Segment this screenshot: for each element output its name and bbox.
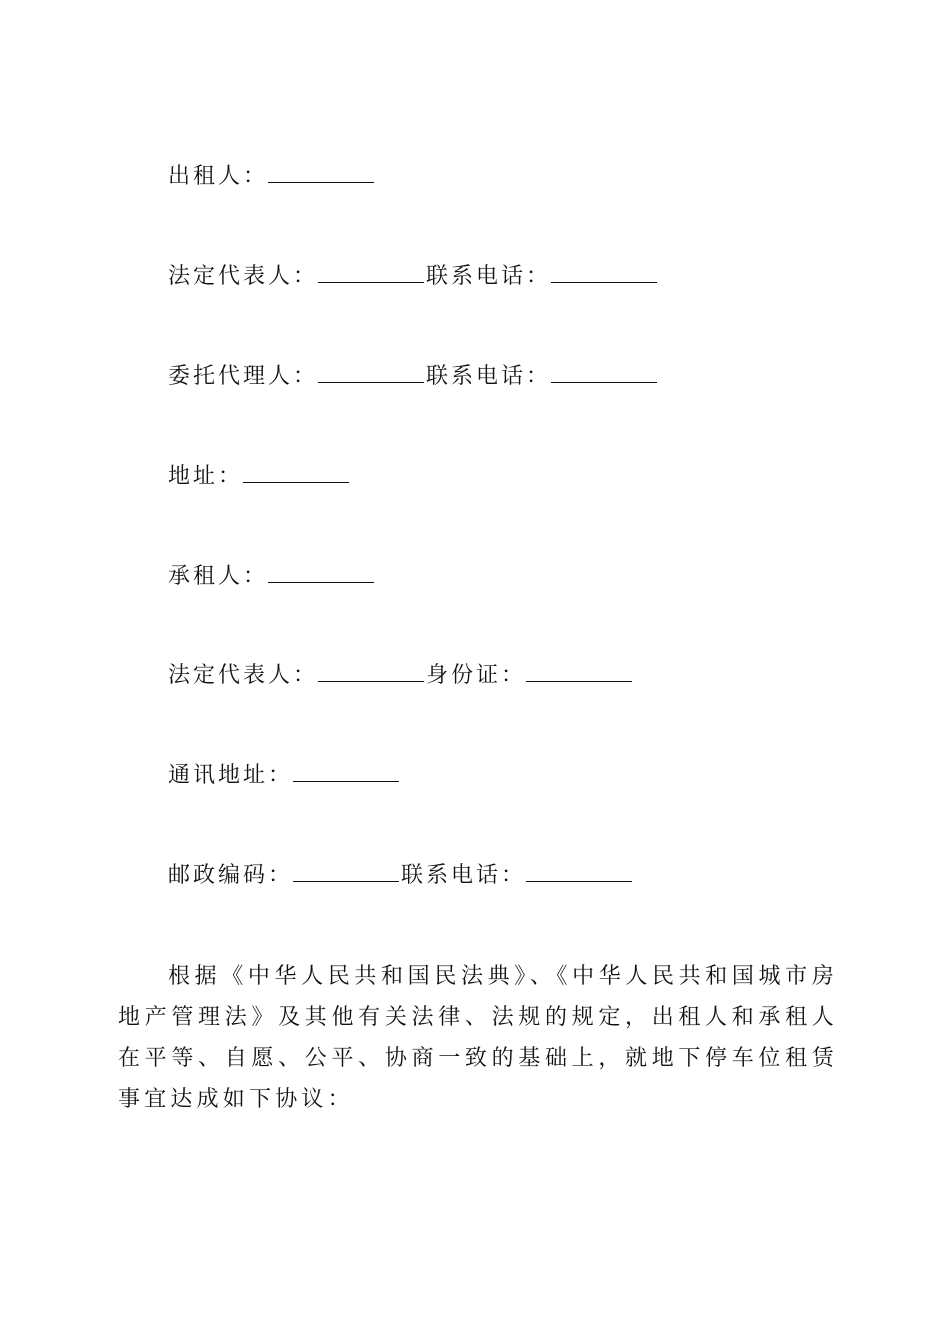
lessor-rep-label: 法定代表人：	[168, 264, 319, 289]
lessor-agent-line	[168, 362, 659, 392]
lessee-line	[168, 562, 376, 592]
lessee-postal-line	[168, 861, 634, 891]
lessee-postal-phone-blank[interactable]	[526, 861, 632, 882]
lessor-agent-label: 委托代理人：	[168, 364, 319, 389]
agreement-intro-paragraph: 根据《中华人民共和国民法典》、《中华人民共和国城市房地产管理法》及其他有关法律、法规的规定，出租人和承租人在平等、自愿、公平、协商一致的基础上，就地下停车位租赁事宜达成如下协议：	[118, 964, 838, 1112]
lessor-address-label: 地址：	[168, 464, 244, 489]
lessor-agent-phone-blank[interactable]	[551, 362, 657, 383]
lessee-postal-blank[interactable]	[293, 861, 399, 882]
lessor-rep-phone-label: 联系电话：	[426, 264, 552, 289]
lessor-agent-phone-label: 联系电话：	[426, 364, 552, 389]
lessor-address-blank[interactable]	[243, 462, 349, 483]
lessee-label: 承租人：	[168, 564, 269, 589]
lessor-line	[168, 162, 376, 192]
lessor-address-line	[168, 462, 351, 492]
lessee-postal-label: 邮政编码：	[168, 863, 294, 888]
lessor-agent-blank[interactable]	[318, 362, 424, 383]
lessor-blank[interactable]	[268, 162, 374, 183]
lessee-postal-phone-label: 联系电话：	[401, 863, 527, 888]
lessee-address-label: 通讯地址：	[168, 763, 294, 788]
lessor-rep-blank[interactable]	[318, 262, 424, 283]
lessee-rep-line	[168, 661, 634, 691]
lessee-address-line	[168, 761, 401, 791]
lessee-rep-id-label: 身份证：	[426, 663, 527, 688]
lessor-label: 出租人：	[168, 164, 269, 189]
lessee-blank[interactable]	[268, 562, 374, 583]
lessee-rep-label: 法定代表人：	[168, 663, 319, 688]
lessee-rep-blank[interactable]	[318, 661, 424, 682]
lessor-rep-line	[168, 262, 659, 292]
lessee-address-blank[interactable]	[293, 761, 399, 782]
lessee-rep-id-blank[interactable]	[526, 661, 632, 682]
lessor-rep-phone-blank[interactable]	[551, 262, 657, 283]
